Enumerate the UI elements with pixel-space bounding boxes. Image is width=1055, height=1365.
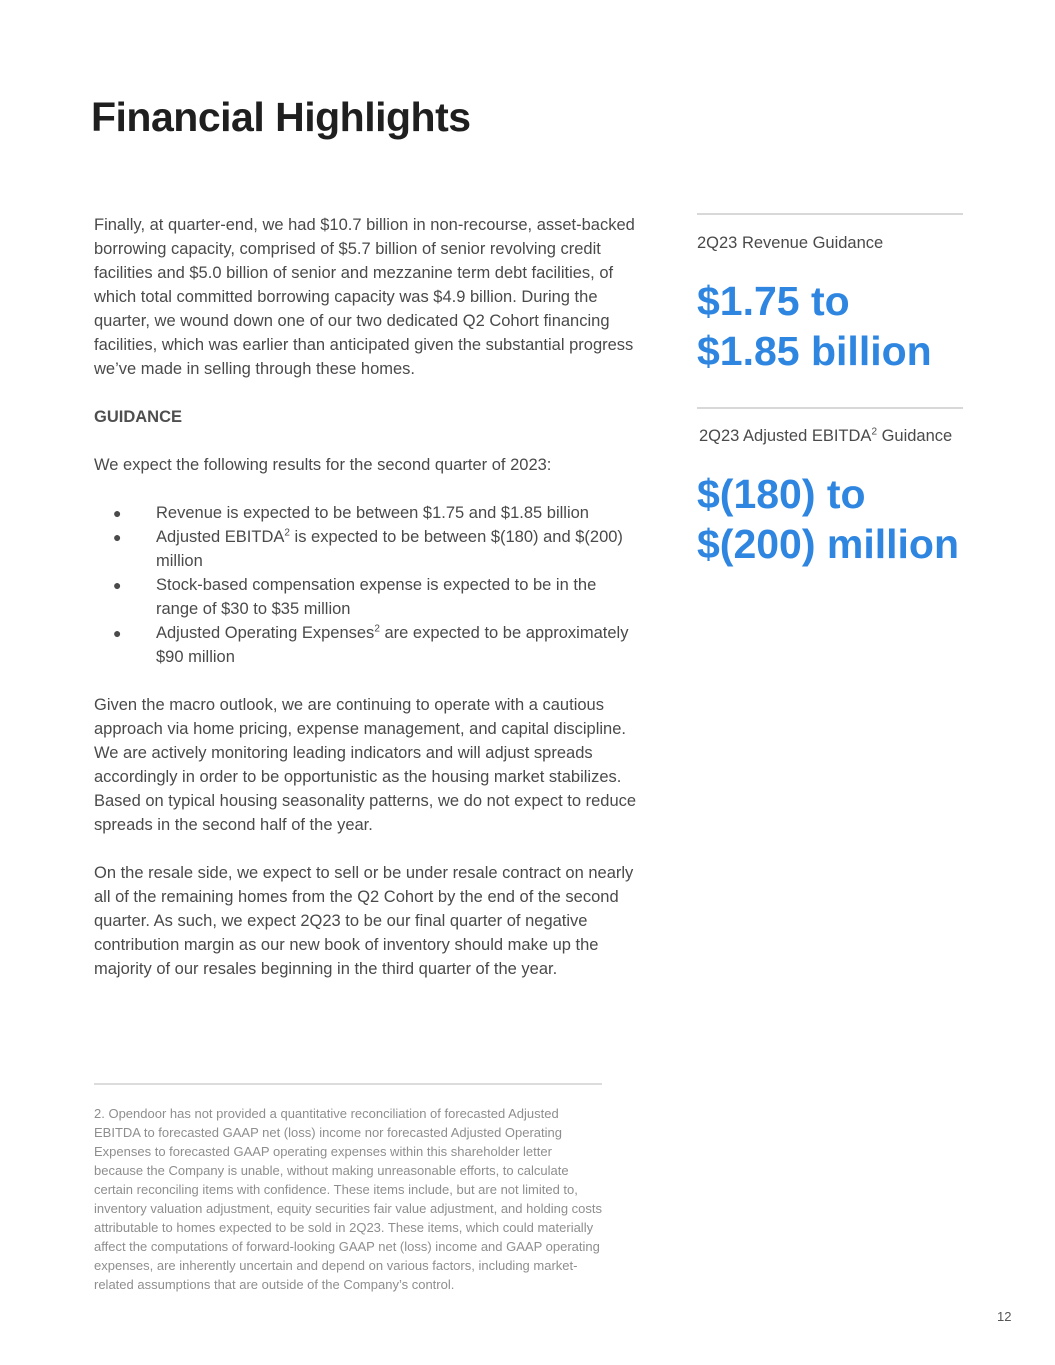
ebitda-guidance-label — [699, 427, 952, 446]
ebitda-guidance-value-line: $(200) million — [697, 521, 960, 567]
footnote-divider — [94, 1083, 602, 1085]
revenue-guidance-value — [697, 276, 997, 376]
bullet-text: Revenue is expected to be between $1.75 and $1.85 billion — [156, 504, 589, 522]
ebitda-label-text: Guidance — [877, 427, 953, 445]
ebitda-label-text: 2Q23 Adjusted EBITDA — [699, 427, 872, 445]
ebitda-guidance-value — [697, 469, 997, 569]
list-item — [94, 573, 639, 621]
bullet-text: Adjusted EBITDA — [156, 528, 285, 546]
macro-outlook-paragraph: Given the macro outlook, we are continuing to operate with a cautious approach via home pricing, expense management, and capital discipline. We are actively monitoring leading indicators and will adjust spreads accordingly in order to be opportunistic as the housing market stabilizes. Based on typical housing seasonality patterns, we do not expect to reduce spreads in the second half of the year. — [94, 696, 637, 834]
bullet-icon: ● — [113, 505, 122, 521]
footnote-marker: 2 — [284, 527, 290, 539]
resale-paragraph: On the resale side, we expect to sell or be under resale contract on nearly all of the remaining homes from the Q2 Cohort by the end of the second quarter. As such, we expect 2Q23 to be our final quarter of negative contribution margin as our new book of inventory should make up the majority of our resales beginning in the third quarter of the year. — [94, 864, 634, 978]
guidance-heading: GUIDANCE — [94, 408, 183, 426]
bullet-text: is expected to be between $(180) and $(200) million — [156, 528, 623, 570]
sidebar-divider — [697, 407, 963, 409]
bullet-icon: ● — [113, 529, 122, 545]
list-item — [94, 621, 639, 669]
page-title: Financial Highlights — [91, 94, 471, 140]
bullet-text: Adjusted Operating Expenses — [156, 624, 375, 642]
bullet-text: Stock-based compensation expense is expected to be in the range of $30 to $35 million — [156, 576, 597, 618]
list-item — [94, 525, 639, 573]
bullet-text: are expected to be approximately $90 million — [156, 624, 629, 666]
footnote-marker: 2 — [374, 623, 380, 635]
guidance-intro: We expect the following results for the second quarter of 2023: — [94, 456, 552, 474]
footnote: 2. Opendoor has not provided a quantitative reconciliation of forecasted Adjusted EBITDA to forecasted GAAP net (loss) income nor forecasted Adjusted Operating Expenses to forecasted GAAP operating expenses within this shareholder letter because the Company is unable, without making unreasonable efforts, to calculate certain reconciling items with confidence. These items include, but are not limited to, inventory valuation adjustment, equity securities fair value adjustment, and holding costs attributable to homes expected to be sold in 2Q23. These items, which could materially affect the computations of forward-looking GAAP net (loss) income and GAAP operating expenses, are inherently uncertain and depend on various factors, including market-related assumptions that are outside of the Company’s control. — [94, 1106, 603, 1292]
bullet-icon: ● — [113, 625, 122, 641]
guidance-list — [94, 501, 639, 669]
revenue-guidance-value-line: $1.85 billion — [697, 328, 932, 374]
revenue-guidance-value-line: $1.75 to — [697, 278, 850, 324]
footnote-marker: 2 — [871, 426, 877, 438]
list-item — [94, 501, 639, 525]
sidebar-divider — [697, 213, 963, 215]
page-number: 12 — [997, 1309, 1012, 1324]
ebitda-guidance-value-line: $(180) to — [697, 471, 866, 517]
borrowing-capacity-paragraph: Finally, at quarter-end, we had $10.7 billion in non-recourse, asset-backed borrowing capacity, comprised of $5.7 billion of senior revolving credit facilities and $5.0 billion of senior and mezzanine term debt facilities, of which total committed borrowing capacity was $4.9 billion. During the quarter, we wound down one of our two dedicated Q2 Cohort financing facilities, which was earlier than anticipated given the substantial progress we’ve made in selling through these homes. — [94, 216, 635, 378]
main-column — [94, 213, 639, 1005]
bullet-icon: ● — [113, 577, 122, 593]
revenue-guidance-label: 2Q23 Revenue Guidance — [697, 234, 884, 252]
